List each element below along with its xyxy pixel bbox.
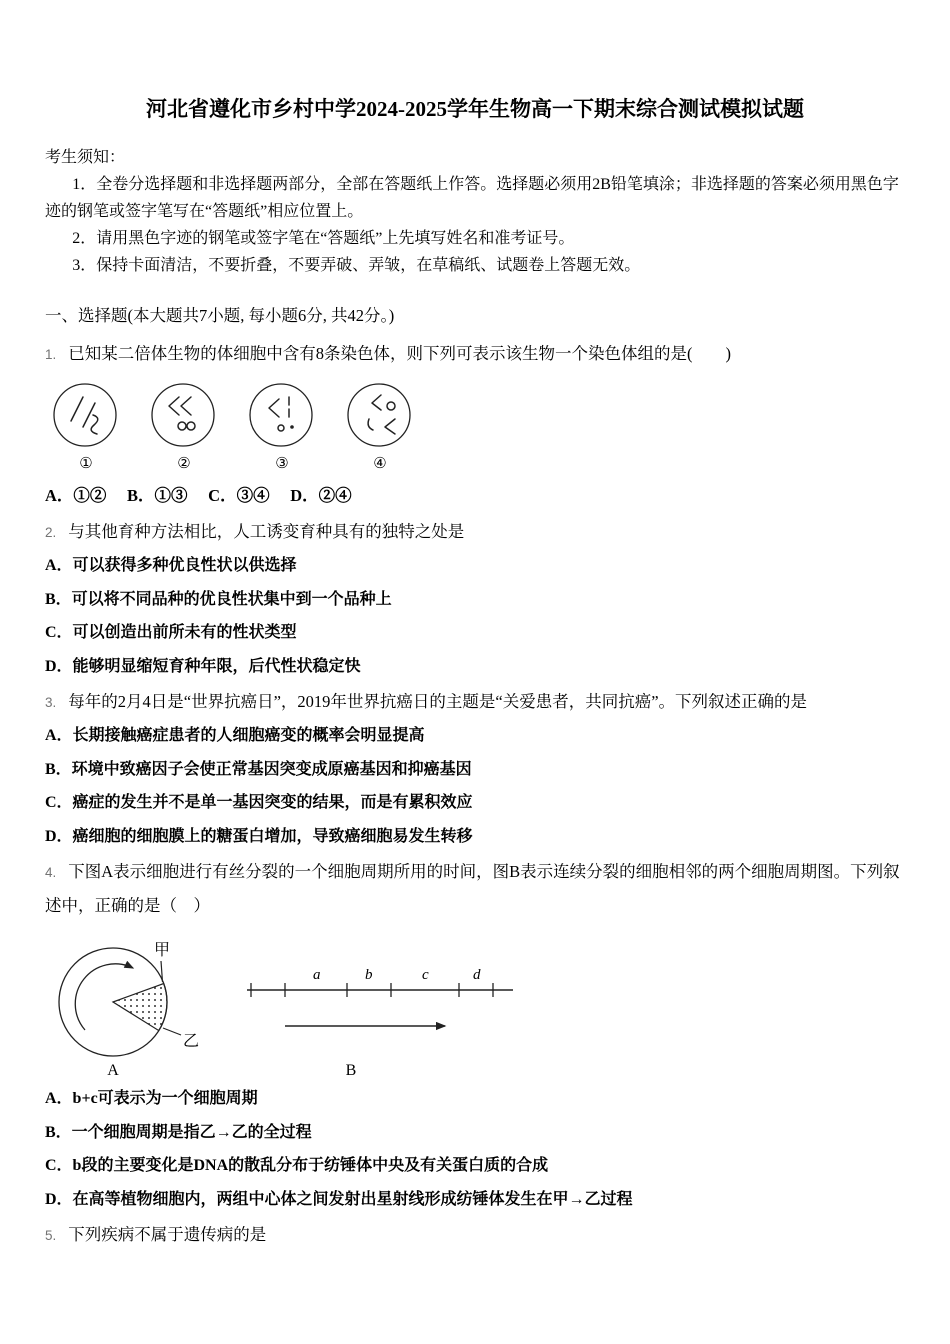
question-3-stem: 每年的2月4日是“世界抗癌日”，2019年世界抗癌日的主题是“关爱患者，共同抗癌”。下列叙述正确的是	[68, 692, 808, 711]
chromosome-circle-4-label: ④	[373, 456, 387, 472]
chromosome-circle-3	[247, 381, 317, 473]
chromosome-circle-2-drawing	[149, 381, 219, 453]
question-2-stem: 与其他育种方法相比，人工诱变育种具有的独特之处是	[68, 522, 465, 541]
question-2-option-d: D．能够明显缩短育种年限，后代性状稳定快	[45, 657, 361, 675]
chromosome-circle-2	[149, 381, 219, 473]
notice-item-1: 1．全卷分选择题和非选择题两部分，全部在答题纸上作答。选择题必须用2B铅笔填涂；非选择题的答案必须用黑色字迹的钢笔或签字笔写在“答题纸”相应位置上。	[45, 176, 899, 220]
figure-A-label: A	[107, 1062, 119, 1079]
question-4-head	[45, 855, 905, 922]
question-3-option-b: B．环境中致癌因子会使正常基因突变成原癌基因和抑癌基因	[45, 760, 472, 778]
notice-item-3: 3．保持卡面清洁，不要折叠，不要弄破、弄皱，在草稿纸、试题卷上答题无效。	[72, 257, 641, 274]
question-5-head	[45, 1218, 905, 1252]
question-2-head	[45, 515, 905, 549]
cycle-axis-drawing	[241, 932, 541, 1062]
question-4-stem: 下图A表示细胞进行有丝分裂的一个细胞周期所用的时间，图B表示连续分裂的细胞相邻的两个细胞周期图。下列叙述中，正确的是（ ）	[45, 862, 900, 915]
question-3-option-a: A．长期接触癌症患者的人细胞癌变的概率会明显提高	[45, 727, 425, 744]
figure-B-cycle-axis	[241, 932, 541, 1080]
segment-c-label: c	[422, 967, 429, 983]
chromosome-circle-4	[345, 381, 415, 473]
question-1-number: 1.	[45, 347, 57, 362]
question-1-options-line: A．①② B．①③ C．③④ D．②④	[45, 486, 352, 505]
chromosome-circle-1-drawing	[51, 381, 121, 453]
chromosome-circle-3-label: ③	[275, 456, 289, 472]
notice-section	[45, 144, 905, 279]
question-2-option-c: C．可以创造出前所未有的性状类型	[45, 624, 297, 641]
question-3	[45, 685, 905, 853]
chromosome-figure-row	[51, 381, 905, 473]
jia-label: 甲	[154, 942, 171, 959]
cell-cycle-pie-drawing	[51, 932, 211, 1062]
notice-item-2: 2．请用黑色字迹的钢笔或签字笔在“答题纸”上先填写姓名和准考证号。	[72, 230, 575, 247]
question-3-option-c: C．癌症的发生并不是单一基因突变的结果，而是有累积效应	[45, 794, 473, 811]
chromosome-circle-4-drawing	[345, 381, 415, 453]
chromosome-circle-1-label: ①	[79, 456, 93, 472]
figure-B-label: B	[345, 1062, 357, 1079]
question-5-number: 5.	[45, 1228, 57, 1243]
question-2-number: 2.	[45, 525, 57, 540]
question-2	[45, 515, 905, 683]
question-5	[45, 1218, 905, 1252]
question-2-option-b: B．可以将不同品种的优良性状集中到一个品种上	[45, 590, 392, 608]
chromosome-circle-2-label: ②	[177, 456, 191, 472]
question-5-stem: 下列疾病不属于遗传病的是	[68, 1225, 267, 1244]
question-4-option-d: D．在高等植物细胞内，两组中心体之间发射出星射线形成纺锤体发生在甲→乙过程	[45, 1190, 633, 1208]
yi-label: 乙	[183, 1033, 200, 1050]
segment-d-label: d	[473, 967, 481, 983]
figure-A-cell-cycle-pie	[51, 932, 211, 1080]
question-1	[45, 337, 905, 513]
question-3-number: 3.	[45, 695, 57, 710]
question-3-option-d: D．癌细胞的细胞膜上的糖蛋白增加，导致癌细胞易发生转移	[45, 827, 473, 845]
question-4-option-b: B．一个细胞周期是指乙→乙的全过程	[45, 1123, 312, 1141]
question-1-stem: 已知某二倍体生物的体细胞中含有8条染色体，则下列可表示该生物一个染色体组的是( )	[68, 344, 732, 363]
chromosome-circle-3-drawing	[247, 381, 317, 453]
chromosome-circle-1	[51, 381, 121, 473]
notice-heading: 考生须知：	[45, 149, 126, 166]
section-heading: 一、选择题(本大题共7小题, 每小题6分, 共42分。)	[45, 306, 395, 325]
cell-cycle-figure-row	[51, 932, 905, 1080]
question-4-option-a: A．b+c可表示为一个细胞周期	[45, 1090, 258, 1107]
question-4-option-c: C．b段的主要变化是DNA的散乱分布于纺锤体中央及有关蛋白质的合成	[45, 1157, 549, 1174]
segment-a-label: a	[313, 967, 321, 983]
question-4	[45, 855, 905, 1216]
page-title: 河北省遵化市乡村中学2024-2025学年生物高一下期末综合测试模拟试题	[146, 97, 804, 121]
question-3-head	[45, 685, 905, 719]
segment-b-label: b	[365, 967, 373, 983]
question-4-number: 4.	[45, 865, 57, 880]
question-2-option-a: A．可以获得多种优良性状以供选择	[45, 557, 297, 574]
question-1-head	[45, 337, 905, 371]
